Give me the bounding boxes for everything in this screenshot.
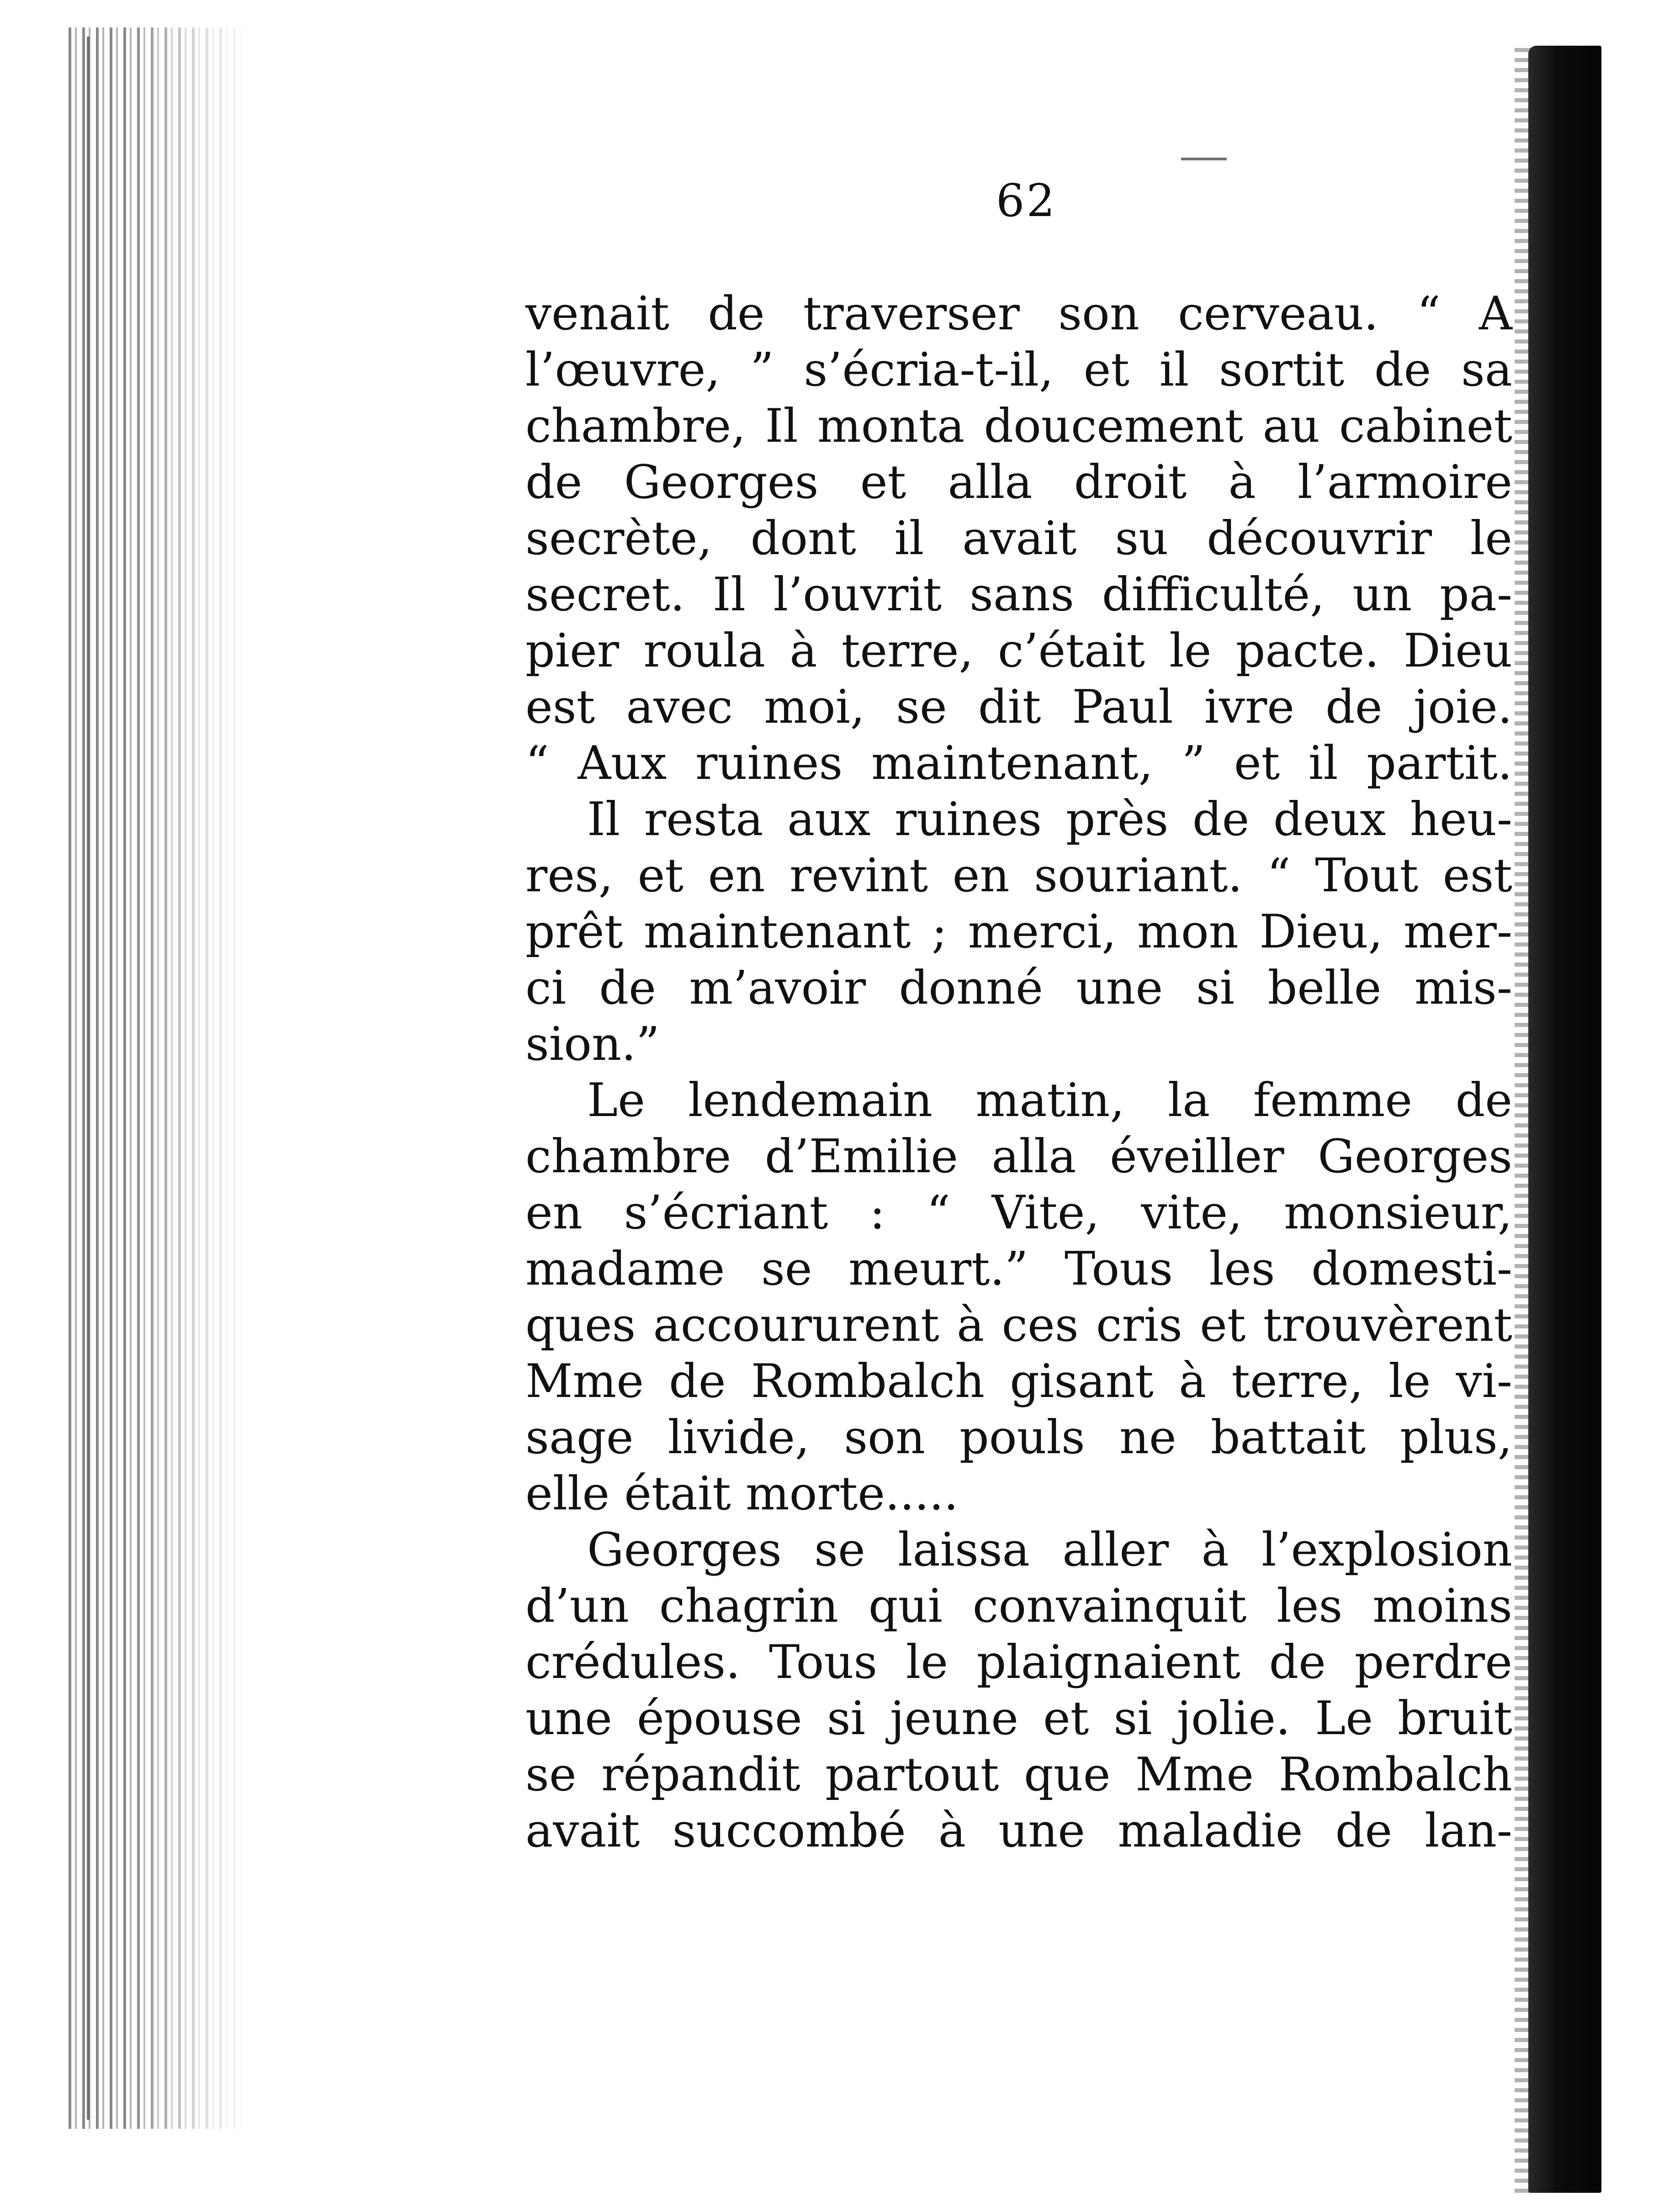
header-dash-mark <box>1181 158 1227 160</box>
text-line: sion.” <box>525 1017 660 1071</box>
left-binding-edge <box>87 37 90 2120</box>
text-line: est avec moi, se dit Paul ivre de joie. <box>525 680 1512 734</box>
text-line: en s’écriant : “ Vite, vite, monsieur, <box>525 1185 1512 1239</box>
text-line: res, et en revint en souriant. “ Tout est <box>525 848 1512 902</box>
text-line: secrète, dont il avait su découvrir le <box>525 511 1512 565</box>
page-number: 62 <box>996 175 1057 227</box>
text-line: crédules. Tous le plaignaient de perdre <box>525 1635 1512 1689</box>
text-line: Mme de Rombalch gisant à terre, le vi- <box>525 1354 1512 1408</box>
text-line: ci de m’avoir donné une si belle mis- <box>525 961 1512 1015</box>
text-line: madame se meurt.” Tous les domesti- <box>525 1242 1512 1296</box>
text-line: Il resta aux ruines près de deux heu- <box>587 792 1512 846</box>
text-line: ques accoururent à ces cris et trouvèrent <box>525 1298 1512 1352</box>
right-page-edge <box>1528 46 1601 2193</box>
text-line: se répandit partout que Mme Rombalch <box>525 1747 1512 1801</box>
left-binding-shadow <box>69 27 251 2129</box>
text-line: prêt maintenant ; merci, mon Dieu, mer- <box>525 905 1512 958</box>
text-line: chambre d’Emilie alla éveiller Georges <box>525 1129 1512 1183</box>
text-line: “ Aux ruines maintenant, ” et il partit. <box>525 736 1512 790</box>
text-line: chambre, Il monta doucement au cabinet <box>525 399 1512 453</box>
text-line: elle était morte..... <box>525 1466 959 1520</box>
text-line: une épouse si jeune et si jolie. Le bruit <box>525 1691 1512 1745</box>
text-line: sage livide, son pouls ne battait plus, <box>525 1410 1512 1464</box>
text-line: pier roula à terre, c’était le pacte. Dieu <box>525 624 1512 677</box>
text-line: l’œuvre, ” s’écria-t-il, et il sortit de sa <box>525 343 1512 397</box>
text-line: venait de traverser son cerveau. “ A <box>525 286 1512 340</box>
text-line: secret. Il l’ouvrit sans difficulté, un pa- <box>525 567 1512 621</box>
body-text <box>525 286 1512 1859</box>
text-line: Georges se laissa aller à l’explosion <box>587 1523 1512 1577</box>
text-line: d’un chagrin qui convainquit les moins <box>525 1579 1512 1633</box>
text-line: avait succombé à une maladie de lan- <box>525 1804 1512 1857</box>
text-line: Le lendemain matin, la femme de <box>587 1073 1512 1127</box>
text-line: de Georges et alla droit à l’armoire <box>525 455 1512 509</box>
